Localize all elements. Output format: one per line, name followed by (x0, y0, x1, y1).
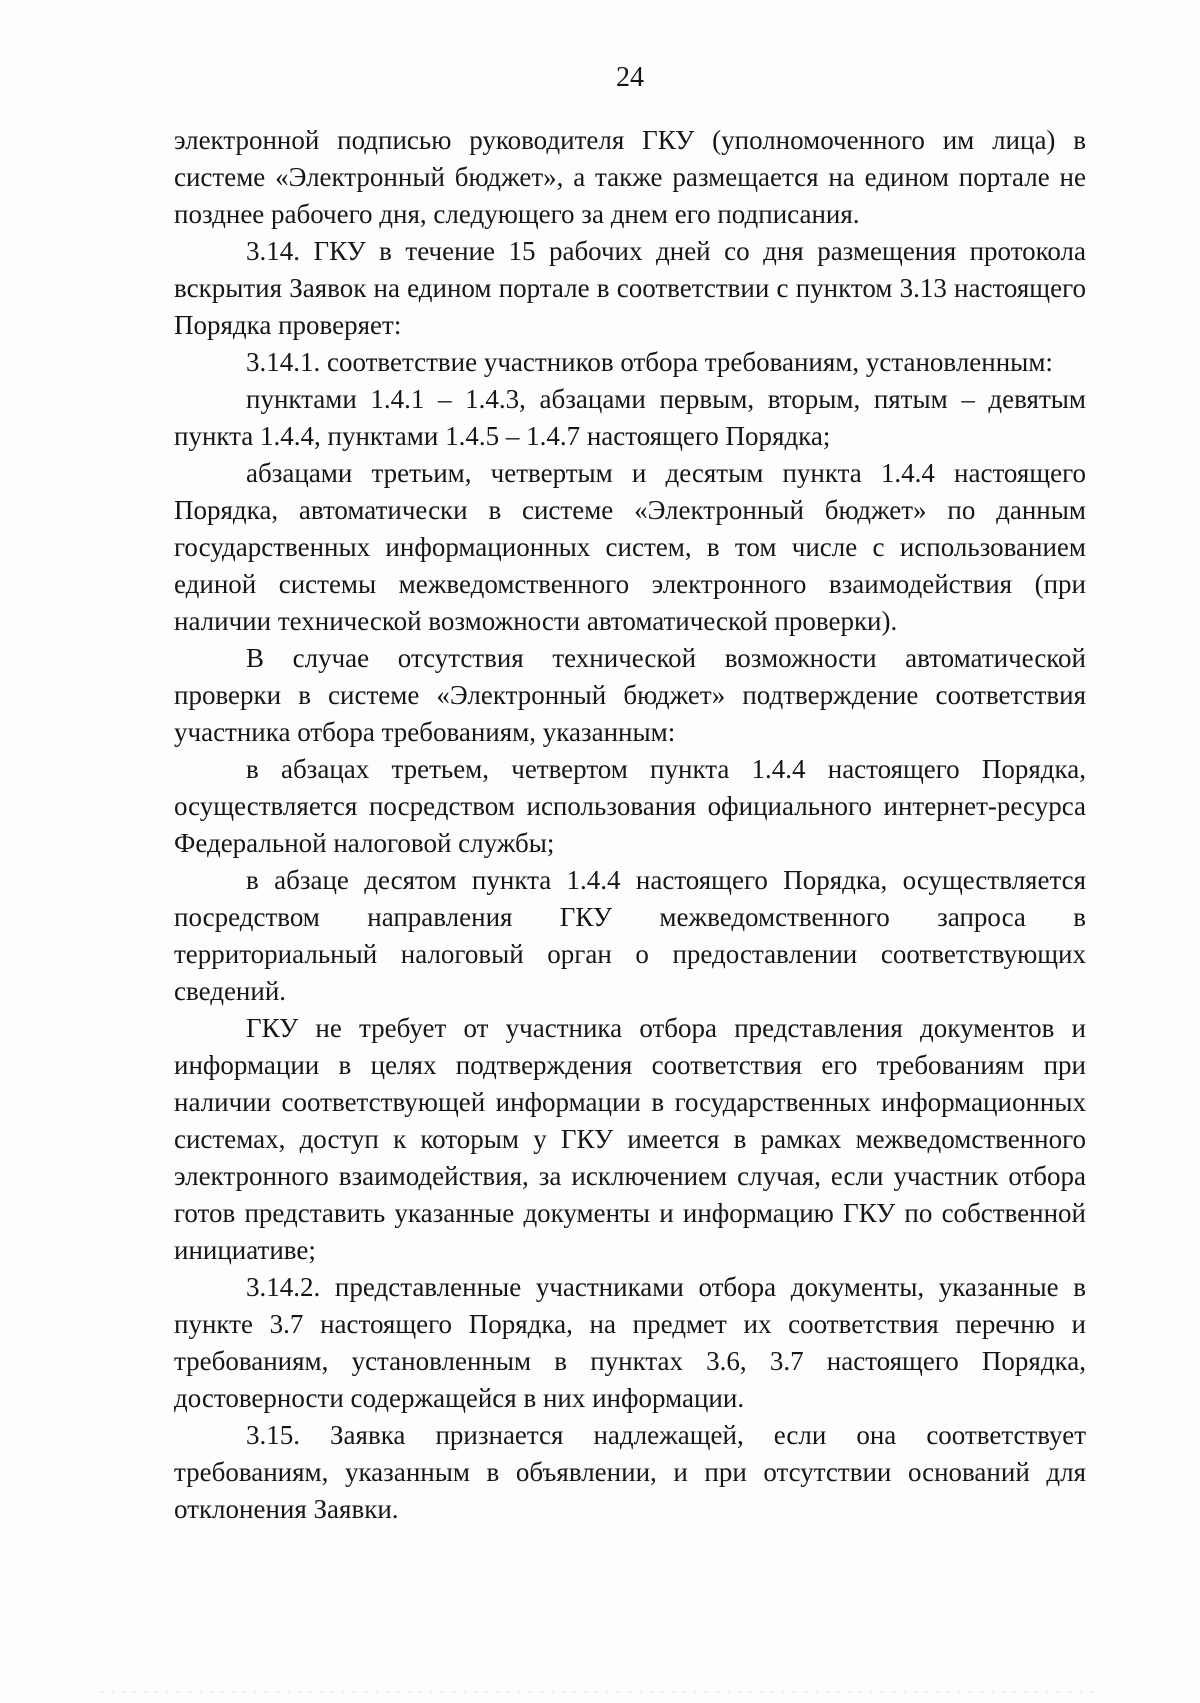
document-body (174, 122, 1086, 1528)
paragraph-no-documents-required: ГКУ не требует от участника отбора представления документов и информации в целях подтверждения соответствия его требованиям при наличии соответствующей информации в государственных информационных системах, доступ к которым у ГКУ имеется в рамках межведомственного электронного взаимодействия, за исключением случая, если участник отбора готов представить указанные документы и информацию ГКУ по собственной инициативе; (174, 1013, 1086, 1265)
paragraph-3-14-1: 3.14.1. соответствие участников отбора требованиям, установленным: (246, 347, 1053, 377)
paragraph-points-1-4: пунктами 1.4.1 – 1.4.3, абзацами первым, вторым, пятым – девятым пункта 1.4.4, пунктами 1.4.5 – 1.4.7 настоящего Порядка; (174, 384, 1086, 451)
paragraph-automatic-check: абзацами третьим, четвертым и десятым пункта 1.4.4 настоящего Порядка, автоматически в системе «Электронный бюджет» по данным государственных информационных систем, в том числе с использованием единой системы межведомственного электронного взаимодействия (при наличии технической возможности автоматической проверки). (174, 458, 1086, 636)
paragraph-interagency-request: в абзаце десятом пункта 1.4.4 настоящего Порядка, осуществляется посредством направления ГКУ межведомственного запроса в территориальный налоговый орган о предоставлении соответствующих сведений. (174, 865, 1086, 1006)
scan-artifact (100, 1691, 1100, 1693)
paragraph-continuation: электронной подписью руководителя ГКУ (уполномоченного им лица) в системе «Электронный бюджет», а также размещается на едином портале не позднее рабочего дня, следующего за днем его подписания. (174, 125, 1086, 229)
paragraph-3-14-2: 3.14.2. представленные участниками отбора документы, указанные в пункте 3.7 настоящего Порядка, на предмет их соответствия перечню и требованиям, установленным в пунктах 3.6, 3.7 настоящего Порядка, достоверности содержащейся в них информации. (174, 1272, 1086, 1413)
paragraph-3-15: 3.15. Заявка признается надлежащей, если она соответствует требованиям, указанным в объявлении, и при отсутствии оснований для отклонения Заявки. (174, 1420, 1086, 1524)
paragraph-no-technical-possibility: В случае отсутствия технической возможности автоматической проверки в системе «Электронный бюджет» подтверждение соответствия участника отбора требованиям, указанным: (174, 643, 1086, 747)
paragraph-tax-service-resource: в абзацах третьем, четвертом пункта 1.4.4 настоящего Порядка, осуществляется посредством использования официального интернет-ресурса Федеральной налоговой службы; (174, 754, 1086, 858)
page-number: 24 (616, 62, 644, 93)
paragraph-3-14: 3.14. ГКУ в течение 15 рабочих дней со дня размещения протокола вскрытия Заявок на едином портале в соответствии с пунктом 3.13 настоящего Порядка проверяет: (174, 236, 1086, 340)
